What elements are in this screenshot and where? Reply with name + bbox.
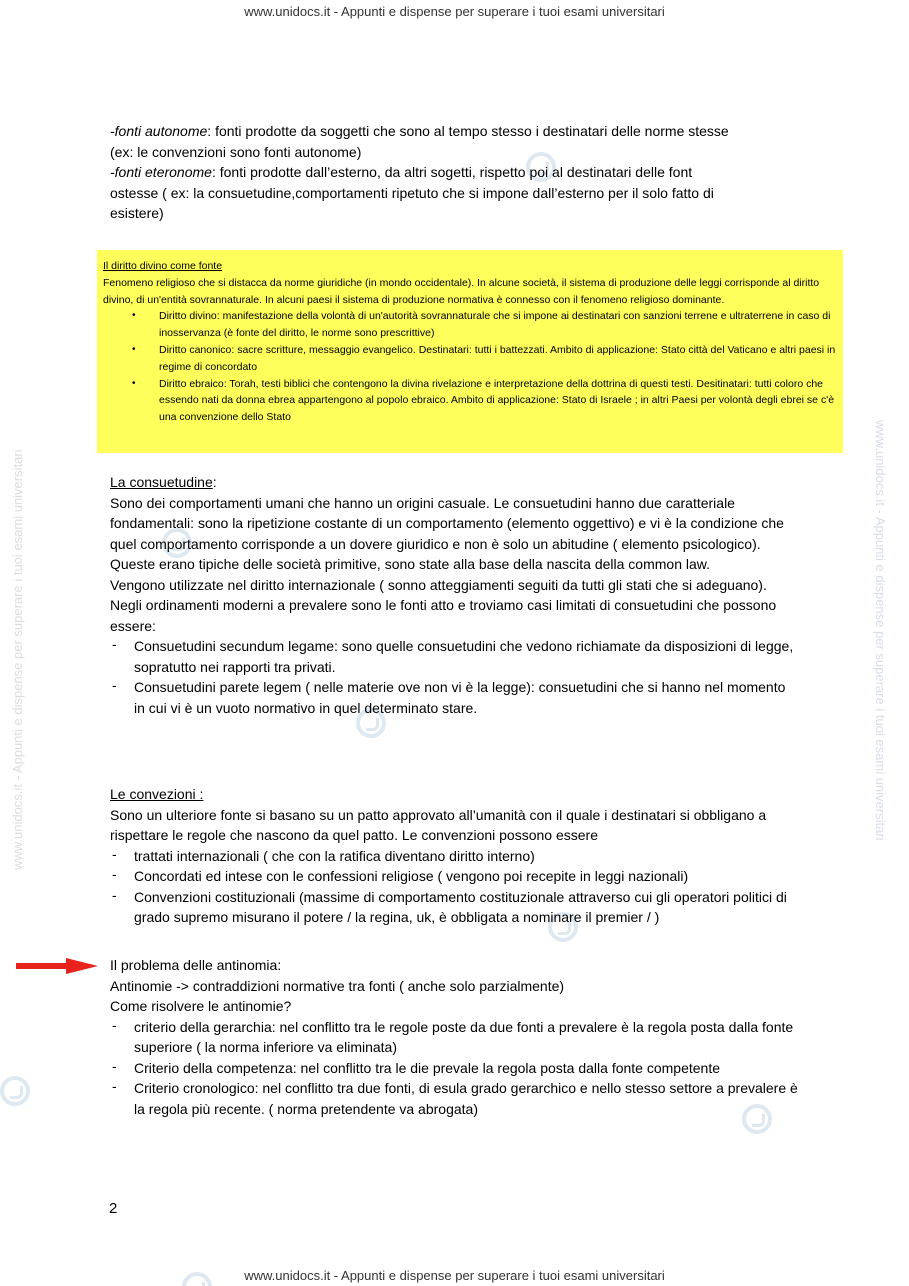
- list-item: - Concordati ed intese con le confessioni religiose ( vengono poi recepite in leggi nazionali): [134, 866, 800, 887]
- convezioni-title: Le convezioni :: [110, 786, 204, 802]
- list-item: - trattati internazionali ( che con la ratifica diventano diritto interno): [134, 846, 800, 867]
- fonti-autonome-def: : fonti prodotte da soggetti che sono al tempo stesso i destinatari delle norme stesse: [207, 123, 729, 139]
- list-item: - Criterio cronologico: nel conflitto tra due fonti, di esula grado gerarchico e nello stesso settore a prevalere è la regola più recente. ( norma pretendente va abrogata): [134, 1078, 800, 1119]
- list-item: • Diritto canonico: sacre scritture, messaggio evangelico. Destinatari: tutti i battezzati. Ambito di applicazione: Stato città del Vaticano e altri paesi in regime di concordato: [159, 342, 837, 376]
- fonti-autonome-example: (ex: le convenzioni sono fonti autonome): [110, 143, 362, 160]
- list-item: - Convenzioni costituzionali (massime di comportamento costituzionale attraverso cui gli operatori politici di grado supremo misurano il potere / la regina, uk, è obbligata a nominare il premier / ): [134, 887, 800, 928]
- list-item: • Diritto divino: manifestazione della volontà di un'autorità sovrannaturale che si impone ai destinatari con sanzioni terrene e ultraterrene in caso di inosservanza (è fonte del diritto, le norme sono prescrittive): [159, 308, 837, 342]
- footer-banner: www.unidocs.it - Appunti e dispense per superare i tuoi esami universitari: [244, 1268, 665, 1283]
- left-side-watermark: www.unidocs.it - Appunti e dispense per superare i tuoi esami universitari: [10, 449, 25, 870]
- right-side-watermark: www.unidocs.it - Appunti e dispense per superare i tuoi esami universitari: [873, 420, 888, 841]
- header-banner: www.unidocs.it - Appunti e dispense per superare i tuoi esami universitari: [244, 4, 665, 19]
- antinomie-question: Come risolvere le antinomie?: [110, 998, 292, 1014]
- fonti-eteronome-line: [110, 162, 800, 183]
- diritto-divino-list: [103, 308, 837, 426]
- consuetudine-heading: La consuetudine:: [110, 474, 217, 490]
- list-item: - Consuetudini secundum legame: sono quelle consuetudini che vedono richiamate da disposizioni di legge, sopratutto nei rapporti tra privati.: [134, 636, 800, 677]
- list-item: - Criterio della competenza: nel conflitto tra le die prevale la regola posta dalla fonte competente: [134, 1058, 800, 1079]
- fonti-eteronome-def: : fonti prodotte dall’esterno, da altri sogetti, rispetto poi al destinatari delle font: [211, 164, 693, 180]
- page-number: 2: [109, 1200, 118, 1217]
- consuetudine-paragraph: Vengono utilizzate nel diritto internazionale ( sonno atteggiamenti seguiti da tutti gli stati che si adeguano).: [110, 576, 767, 593]
- antinomie-list: [110, 1017, 800, 1120]
- consuetudine-list: [110, 636, 800, 718]
- consuetudine-title: La consuetudine: [110, 474, 213, 490]
- antinomie-heading: Il problema delle antinomia:: [110, 957, 282, 973]
- fonti-autonome-term: -fonti autonome: [110, 123, 208, 139]
- consuetudine-paragraph: Negli ordinamenti moderni a prevalere sono le fonti atto e troviamo casi limitati di consuetudini che possono essere:: [110, 597, 777, 634]
- fonti-eteronome-term: -fonti eteronome: [110, 164, 212, 180]
- diritto-divino-title: Il diritto divino come fonte: [103, 260, 223, 272]
- convezioni-section: [110, 784, 800, 928]
- diritto-divino-box: [97, 250, 843, 453]
- diritto-divino-intro: Fenomeno religioso che si distacca da norme giuridiche (in mondo occidentale). In alcune società, il sistema di produzione delle leggi corrisponde al diritto divino, di un'entità sovrannaturale. In alcuni paesi il sistema di produzione normativa è connesso con il fenomeno religioso dominante.: [103, 276, 820, 306]
- convezioni-paragraph: Sono un ulteriore fonte si basano su un patto approvato all’umanità con il quale i destinatari si obbligano a rispettare le regole che nascono da quel patto. Le convenzioni possono essere: [110, 806, 767, 843]
- fonti-section: [110, 121, 800, 224]
- antinomie-section: [110, 955, 800, 1119]
- consuetudine-paragraph: Queste erano tipiche delle società primitive, sono state alla base della nascita della common law.: [110, 556, 710, 572]
- convezioni-list: [110, 846, 800, 928]
- list-item: - Consuetudini parete legem ( nelle materie ove non vi è la legge): consuetudini che si hanno nel momento in cui vi è un vuoto normativo in quel determinato stare.: [134, 677, 800, 718]
- unidocs-logo-icon: [0, 1076, 30, 1106]
- fonti-eteronome-cont: ostesse ( ex: la consuetudine,comportamenti ripetuto che si impone dall’esterno per il solo fatto di: [110, 184, 714, 201]
- red-arrow-icon: [16, 958, 98, 974]
- consuetudine-section: [110, 472, 800, 718]
- antinomie-definition: Antinomie -> contraddizioni normative tra fonti ( anche solo parzialmente): [110, 977, 565, 994]
- fonti-autonome-line: [110, 121, 800, 142]
- list-item: - criterio della gerarchia: nel conflitto tra le regole poste da due fonti a prevalere è la regola posta dalla fonte superiore ( la norma inferiore va eliminata): [134, 1017, 800, 1058]
- list-item: • Diritto ebraico: Torah, testi biblici che contengono la divina rivelazione e interpretazione della dottrina di questi testi. Desitinatari: tutti coloro che essendo nati da donna ebrea appartengono al popolo ebraico. Ambito di applicazione: Stato di Israele ; in altri Paesi per volontà degli ebrei se c'è una convenzione dello Stato: [159, 376, 837, 426]
- fonti-eteronome-end: esistere): [110, 205, 164, 221]
- consuetudine-paragraph: Sono dei comportamenti umani che hanno un origini casuale. Le consuetudini hanno due caratteriale fondamentali: sono la ripetizione costante di un comportamento (elemento oggettivo) e vi è la condizione che quel comportamento corrisponde a un dovere giuridico e non è solo un abitudine ( elemento psicologico).: [110, 494, 784, 552]
